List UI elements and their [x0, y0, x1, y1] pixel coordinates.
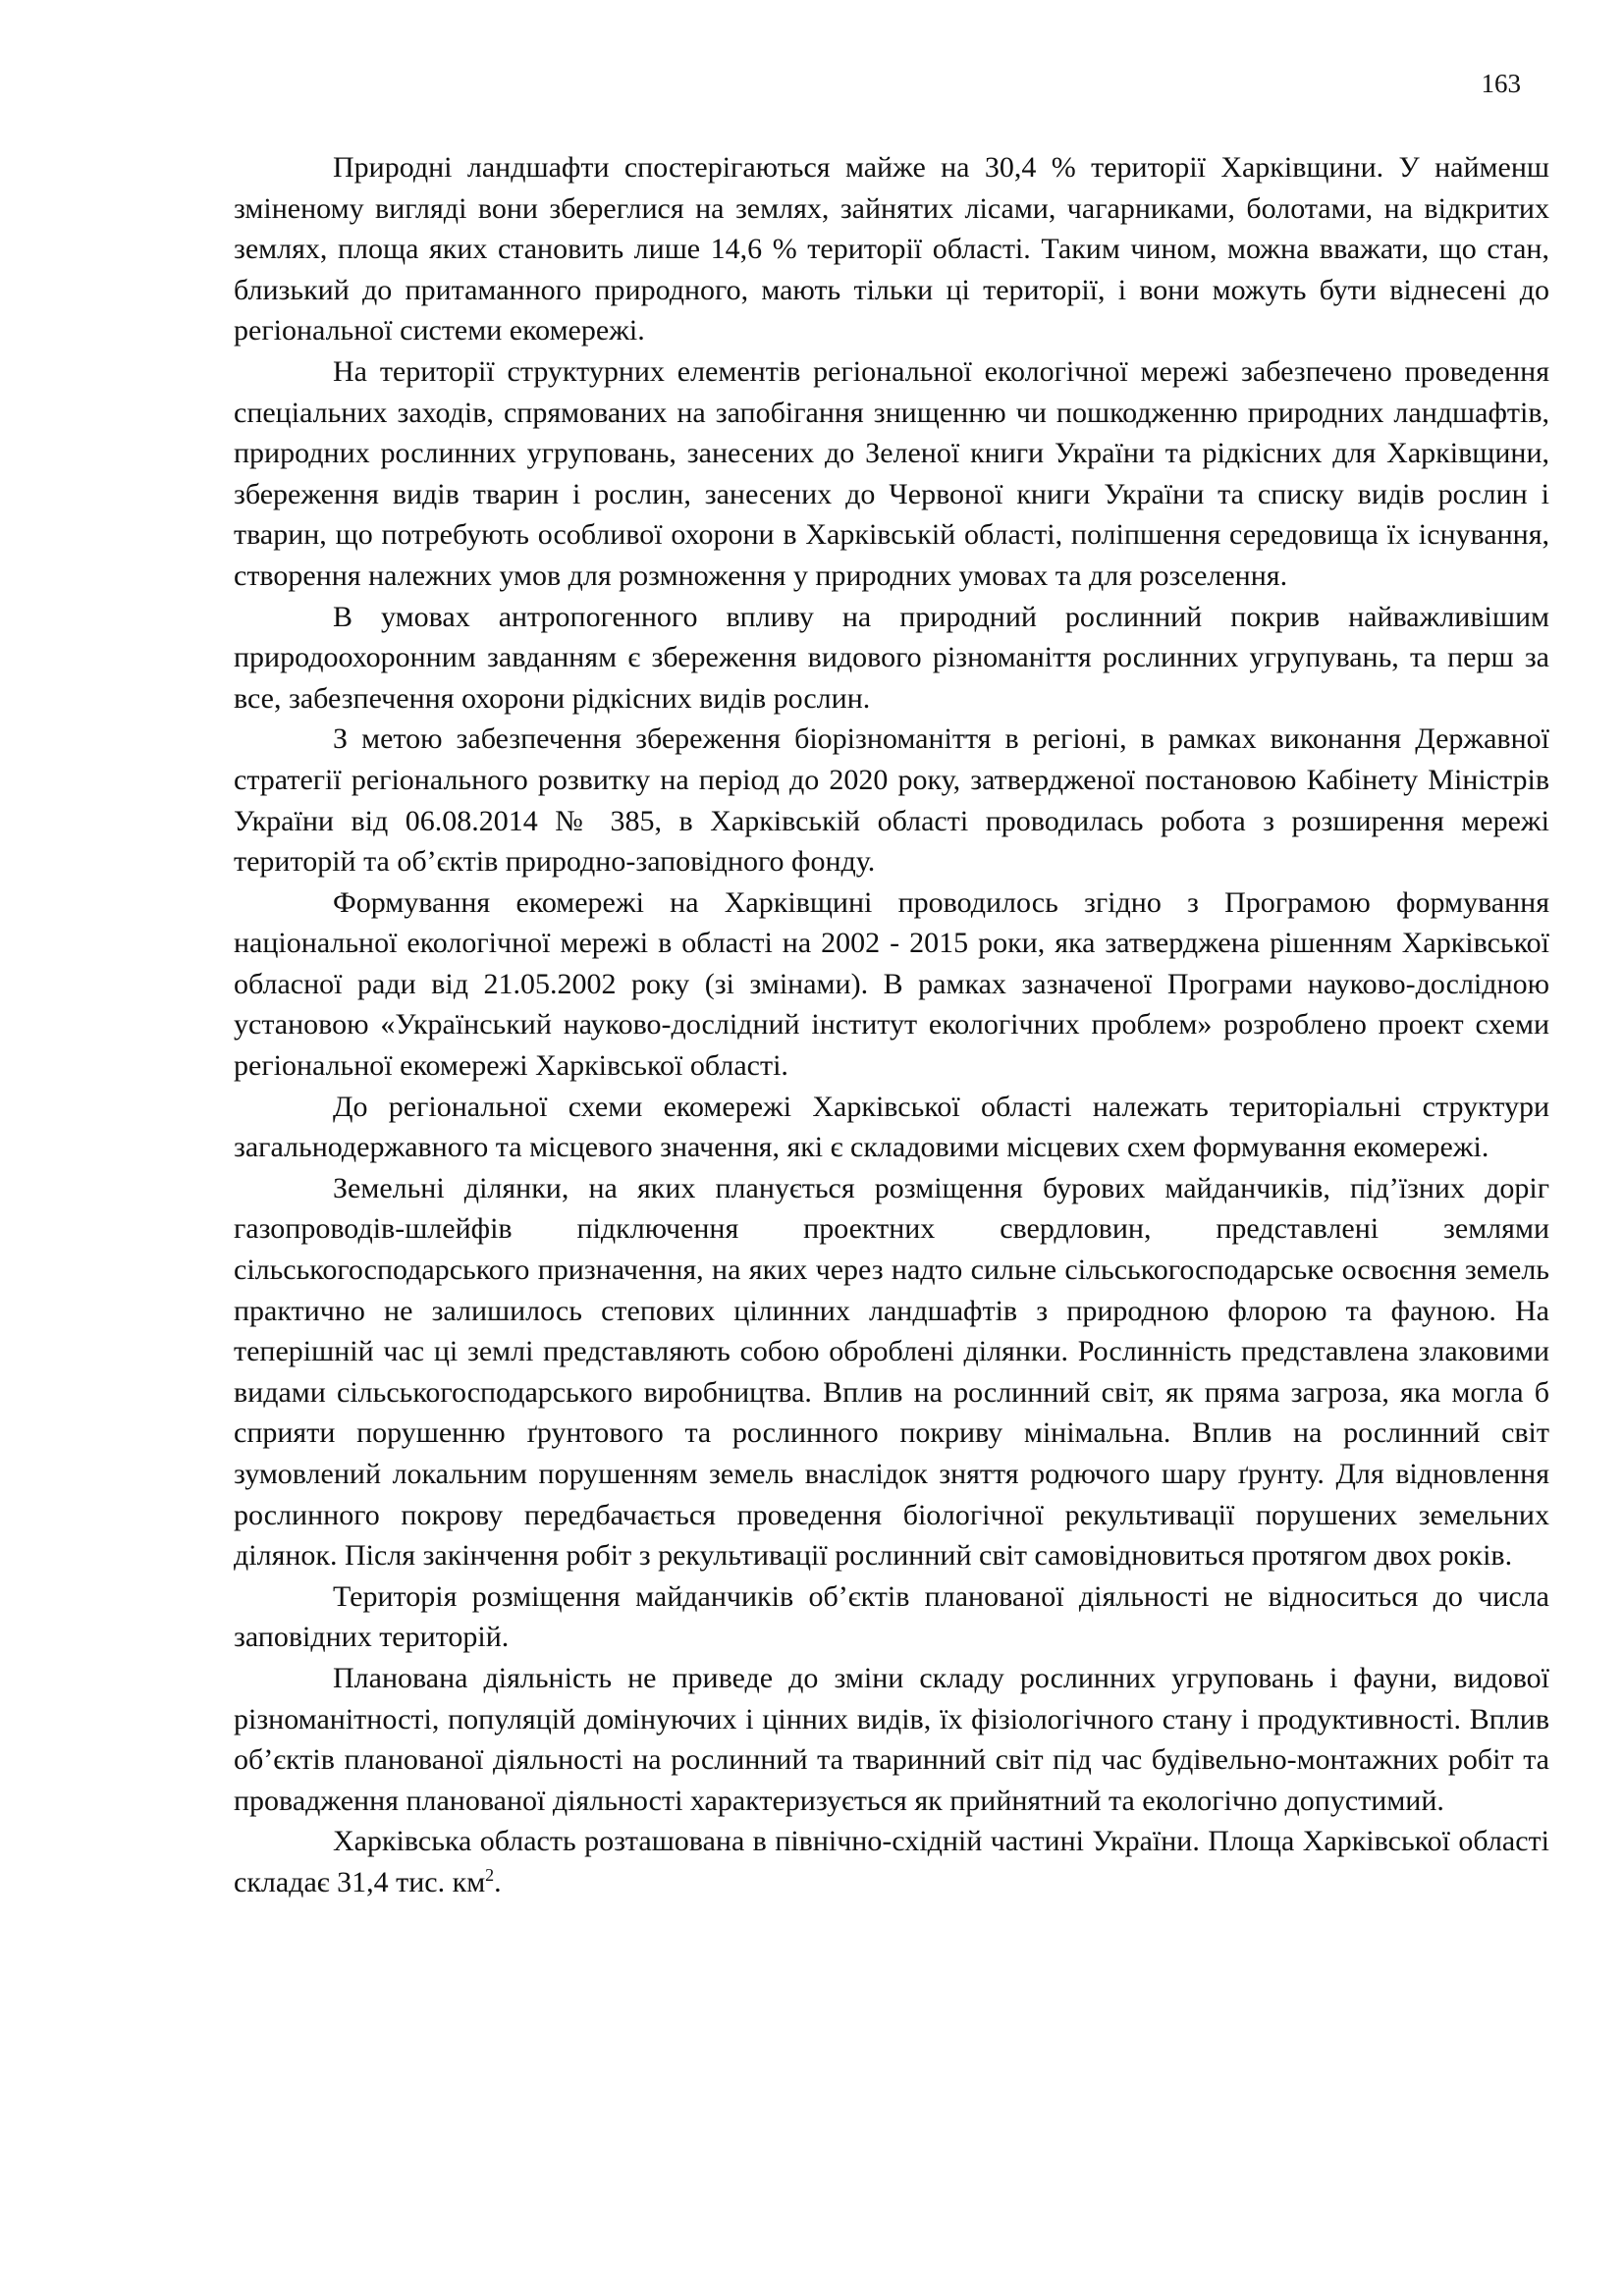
paragraph-ecological-network-measures: На території структурних елементів регіональної екологічної мережі забезпечено проведення спеціальних заходів, спрямованих на запобігання знищенню чи пошкодженню природних ландшафтів, природних рослинних угруповань, занесених до Зеленої книги України та рідкісних для Харківщини, збереження видів тварин і рослин, занесених до Червоної книги України та списку видів рослин і тварин, що потребують особливої охорони в Харківській області, поліпшення середовища їх існування, створення належних умов для розмноження у природних умовах та для розселення.	[234, 354, 1549, 592]
paragraph-anthropogenic-impact: В умовах антропогенного впливу на природний рослинний покрив найважливішим природоохоронним завданням є збереження видового різноманіття рослинних угрупувань, та перш за все, забезпечення охорони рідкісних видів рослин.	[234, 600, 1549, 715]
paragraph-protected-areas: Територія розміщення майданчиків об’єктів планованої діяльності не відноситься до числа заповідних територій.	[234, 1579, 1549, 1654]
paragraph-natural-landscapes: Природні ландшафти спостерігаються майже на 30,4 % території Харківщини. У найменш зміненому вигляді вони збереглися на землях, зайнятих лісами, чагарниками, болотами, на відкритих землях, площа яких становить лише 14,6 % території області. Таким чином, можна вважати, що стан, близький до притаманного природного, мають тільки ці території, і вони можуть бути віднесені до регіональної системи екомережі.	[234, 151, 1549, 347]
area-text: Харківська область розташована в північно-східній частині України. Площа Харківської області складає 31,4 тис. км	[234, 1825, 1549, 1898]
paragraph-regional-scheme: До регіональної схеми екомережі Харківської області належать територіальні структури загальнодержавного та місцевого значення, які є складовими місцевих схем формування екомережі.	[234, 1090, 1549, 1164]
paragraph-planned-activity-impact: Планована діяльність не приведе до зміни складу рослинних угруповань і фауни, видової різноманітності, популяцій домінуючих і цінних видів, їх фізіологічного стану і продуктивності. Вплив об’єктів планованої діяльності на рослинний та тваринний світ під час будівельно-монтажних робіт та провадження планованої діяльності характеризується як прийнятний та екологічно допустимий.	[234, 1661, 1549, 1817]
paragraph-kharkiv-region-area	[234, 1821, 1549, 1902]
paragraph-biodiversity-strategy: З метою забезпечення збереження біорізноманіття в регіоні, в рамках виконання Державної стратегії регіонального розвитку на період до 2020 року, затвердженої постановою Кабінету Міністрів України від 06.08.2014 № 385, в Харківській області проводилась робота з розширення мережі територій та об’єктів природно-заповідного фонду.	[234, 722, 1549, 879]
body-text	[234, 147, 1549, 1903]
paragraph-econetwork-program: Формування екомережі на Харківщині проводилось згідно з Програмою формування національної екологічної мережі в області на 2002 - 2015 роки, яка затверджена рішенням Харківської обласної ради від 21.05.2002 року (зі змінами). В рамках зазначеної Програми науково-дослідною установою «Український науково-дослідний інститут екологічних проблем» розроблено проект схеми регіональної екомережі Харківської області.	[234, 885, 1549, 1083]
area-text-tail: .	[494, 1865, 502, 1898]
paragraph-land-plots: Земельні ділянки, на яких планується розміщення бурових майданчиків, під’їзних доріг газопроводів-шлейфів підключення проектних свердловин, представлені землями сільськогосподарського призначення, на яких через надто сильне сільськогосподарське освоєння земель практично не залишилось степових цілинних ландшафтів з природною флорою та фауною. На теперішній час ці землі представляють собою оброблені ділянки. Рослинність представлена злаковими видами сільськогосподарського виробництва. Вплив на рослинний світ, як пряма загроза, яка могла б сприяти порушенню ґрунтового та рослинного покриву мінімальна. Вплив на рослинний світ зумовлений локальним порушенням земель внаслідок зняття родючого шару ґрунту. Для відновлення рослинного покрову передбачається проведення біологічної рекультивації порушених земельних ділянок. Після закінчення робіт з рекультивації рослинний світ самовідновиться протягом двох років.	[234, 1171, 1549, 1573]
page-number: 163	[1481, 69, 1521, 98]
area-unit-superscript: 2	[485, 1864, 495, 1885]
